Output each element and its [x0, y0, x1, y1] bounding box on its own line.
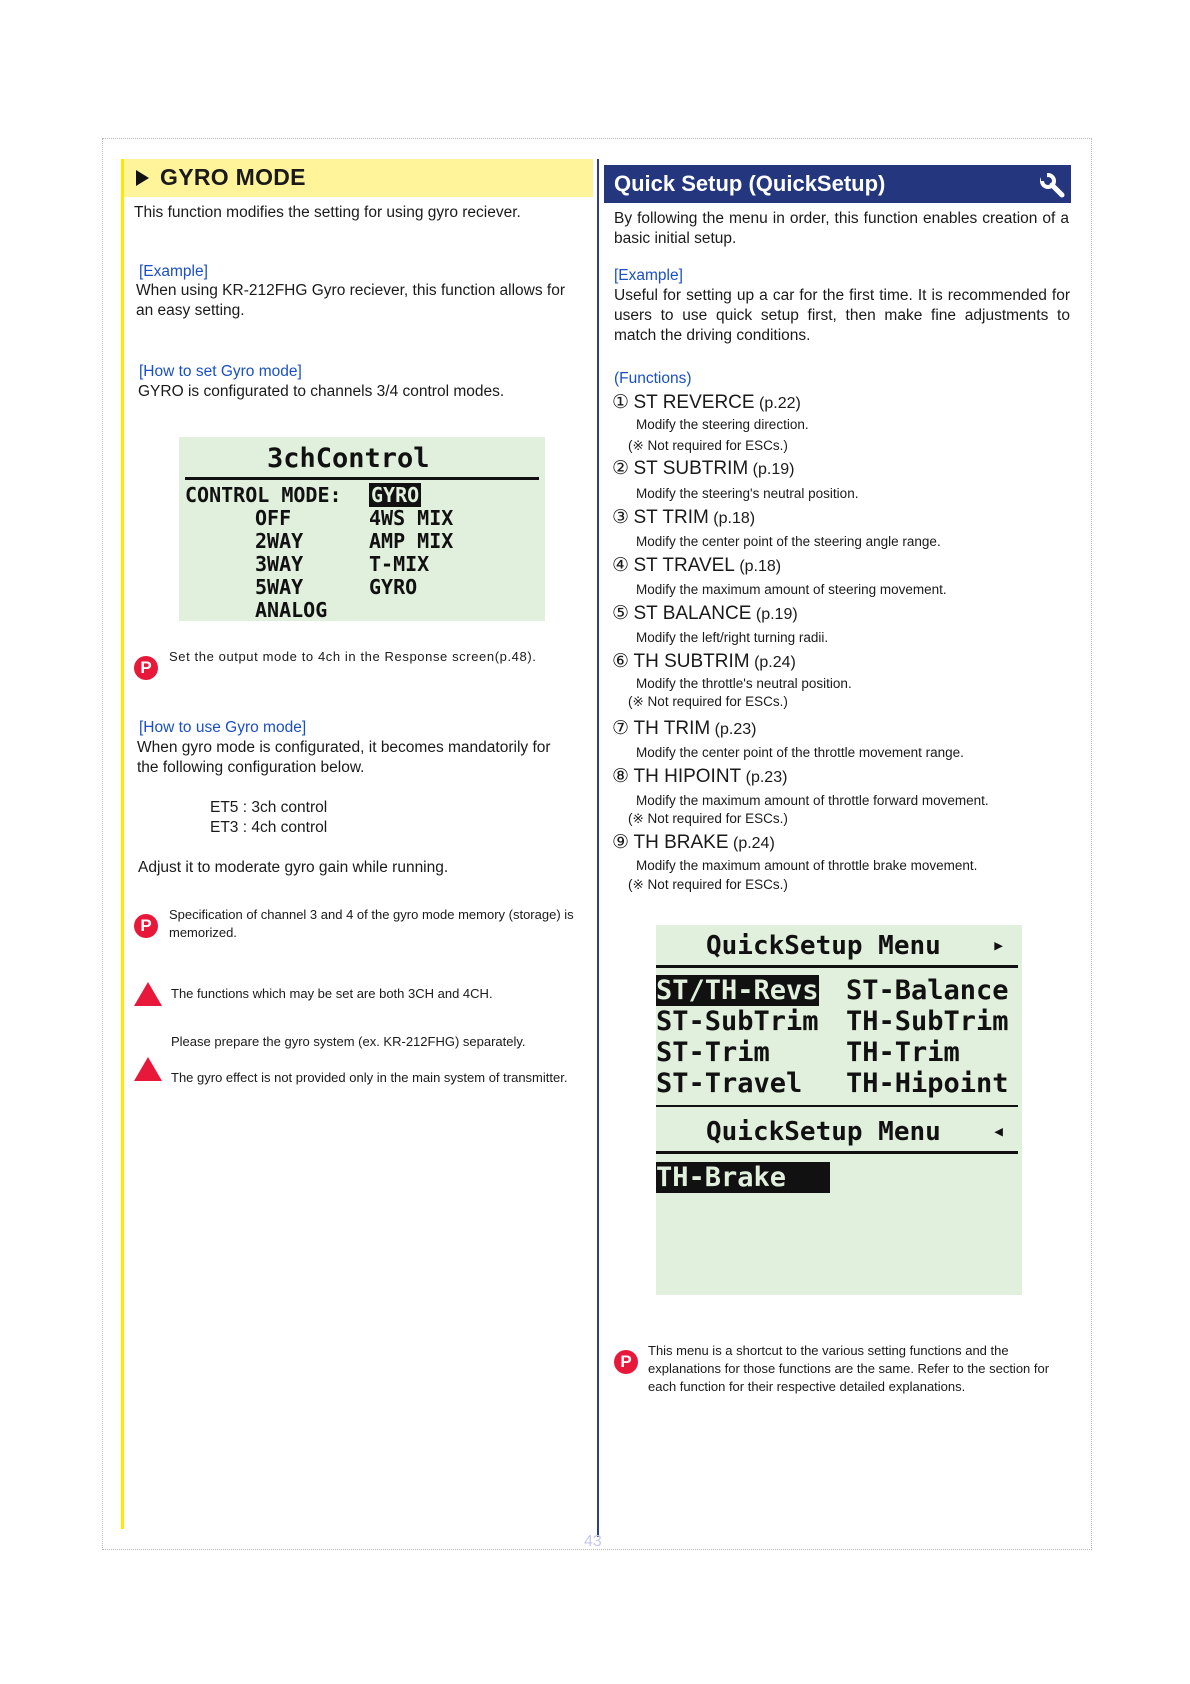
function-item: ⑧ TH HIPOINT (p.23)	[612, 766, 788, 787]
wrench-icon	[1037, 170, 1065, 198]
config-lines: ET5 : 3ch control ET3 : 4ch control	[210, 799, 328, 836]
warn-prepare-gyro: Please prepare the gyro system (ex. KR-212FHG) separately.	[171, 1034, 526, 1049]
warn-gyro-effect: The gyro effect is not provided only in the main system of transmitter.	[171, 1070, 568, 1085]
lcd-menu-item: ST-Travel	[656, 1068, 803, 1099]
lcd-section-divider	[656, 1105, 1018, 1107]
lcd-menu-title-2: QuickSetup Menu	[706, 1117, 941, 1147]
function-note: (※ Not required for ESCs.)	[628, 811, 788, 826]
function-note: (※ Not required for ESCs.)	[628, 438, 788, 453]
function-desc: Modify the maximum amount of throttle brake movement.	[636, 858, 978, 873]
note-memory: Specification of channel 3 and 4 of the gyro mode memory (storage) is memorized.	[169, 907, 574, 940]
lcd-menu-item: TH-SubTrim	[846, 1006, 1009, 1037]
lcd-quick-setup-menu	[656, 925, 1022, 1295]
triangle-bullet-icon	[136, 170, 149, 186]
lcd-menu-item: ST-SubTrim	[656, 1006, 819, 1037]
how-to-use-label: [How to use Gyro mode]	[139, 719, 307, 736]
function-desc: Modify the maximum amount of steering movement.	[636, 582, 947, 597]
point-icon: P	[134, 656, 158, 680]
point-icon: P	[614, 1350, 638, 1374]
function-item: ② ST SUBTRIM (p.19)	[612, 458, 795, 479]
lcd-menu-divider	[656, 965, 1018, 968]
quick-example-label: [Example]	[614, 267, 683, 284]
function-desc: Modify the left/right turning radii.	[636, 630, 829, 645]
functions-label: (Functions)	[614, 370, 692, 387]
quick-setup-title: Quick Setup (QuickSetup)	[614, 171, 886, 196]
function-item: ⑥ TH SUBTRIM (p.24)	[612, 651, 796, 672]
lcd-3ch-control	[179, 437, 545, 621]
note-output-mode: Set the output mode to 4ch in the Response screen(p.48).	[169, 649, 537, 664]
gyro-mode-header	[124, 159, 593, 197]
how-to-use-text: When gyro mode is configurated, it becomes mandatorily for the following configuration below.	[137, 739, 551, 776]
prev-page-arrow-icon: ◂	[992, 1119, 1006, 1144]
function-desc: Modify the maximum amount of throttle forward movement.	[636, 793, 989, 808]
lcd-3ch-title: 3chControl	[267, 443, 430, 474]
function-item: ③ ST TRIM (p.18)	[612, 507, 756, 528]
gyro-example-text: When using KR-212FHG Gyro reciever, this function allows for an easy setting.	[136, 282, 566, 319]
point-icon: P	[134, 914, 158, 938]
lcd-menu-divider-2	[656, 1151, 1018, 1154]
function-desc: Modify the center point of the steering angle range.	[636, 534, 941, 549]
page-number: 43	[584, 1533, 602, 1550]
quick-example-text: Useful for setting up a car for the first time. It is recommended for users to use quick setup first, then make fine adjustments to match the driving conditions.	[614, 287, 1070, 344]
quick-setup-intro: By following the menu in order, this function enables creation of a basic initial setup.	[614, 210, 1069, 247]
warn-functions: The functions which may be set are both 3CH and 4CH.	[171, 986, 493, 1001]
right-column-rule	[597, 159, 599, 1537]
quick-setup-header	[604, 165, 1071, 203]
lcd-control-mode-label: CONTROL MODE:	[185, 483, 342, 507]
function-item: ① ST REVERCE (p.22)	[612, 392, 801, 413]
gyro-example-label: [Example]	[139, 263, 208, 280]
function-item: ⑨ TH BRAKE (p.24)	[612, 832, 775, 853]
lcd-col2: 4WS MIX AMP MIX T-MIX GYRO	[369, 506, 454, 599]
function-note: (※ Not required for ESCs.)	[628, 877, 788, 892]
quick-setup-note: This menu is a shortcut to the various setting functions and the explanations for those functions are the same. Refer to the section for each function for their respective detailed explanations.	[648, 1343, 1050, 1394]
warning-icon: !	[134, 1057, 162, 1081]
how-to-set-text: GYRO is configurated to channels 3/4 control modes.	[138, 383, 505, 400]
lcd-menu-item: ST-Balance	[846, 975, 1009, 1006]
lcd-col1: OFF 2WAY 3WAY 5WAY ANALOG	[255, 506, 328, 622]
next-page-arrow-icon: ▸	[992, 933, 1006, 958]
function-desc: Modify the steering direction.	[636, 417, 809, 432]
function-desc: Modify the steering's neutral position.	[636, 486, 859, 501]
gyro-intro: This function modifies the setting for using gyro reciever.	[134, 204, 521, 221]
lcd-menu-item-brake: TH-Brake	[656, 1162, 830, 1193]
lcd-selected-mode: GYRO	[371, 483, 420, 507]
gyro-mode-title: GYRO MODE	[160, 164, 306, 190]
function-note: (※ Not required for ESCs.)	[628, 694, 788, 709]
how-to-set-label: [How to set Gyro mode]	[139, 363, 302, 380]
lcd-menu-item-selected: ST/TH-Revs	[656, 975, 819, 1006]
adjust-text: Adjust it to moderate gyro gain while running.	[138, 859, 449, 876]
warning-icon: !	[134, 982, 162, 1006]
lcd-menu-item: TH-Trim	[846, 1037, 960, 1068]
function-item: ④ ST TRAVEL (p.18)	[612, 555, 782, 576]
function-desc: Modify the center point of the throttle movement range.	[636, 745, 964, 760]
function-item: ⑦ TH TRIM (p.23)	[612, 718, 757, 739]
lcd-menu-item: TH-Hipoint	[846, 1068, 1009, 1099]
lcd-title-divider	[185, 477, 539, 480]
function-desc: Modify the throttle's neutral position.	[636, 676, 852, 691]
function-item: ⑤ ST BALANCE (p.19)	[612, 603, 798, 624]
lcd-menu-item: ST-Trim	[656, 1037, 770, 1068]
left-column-rule	[121, 159, 124, 1529]
lcd-menu-title: QuickSetup Menu	[706, 931, 941, 961]
